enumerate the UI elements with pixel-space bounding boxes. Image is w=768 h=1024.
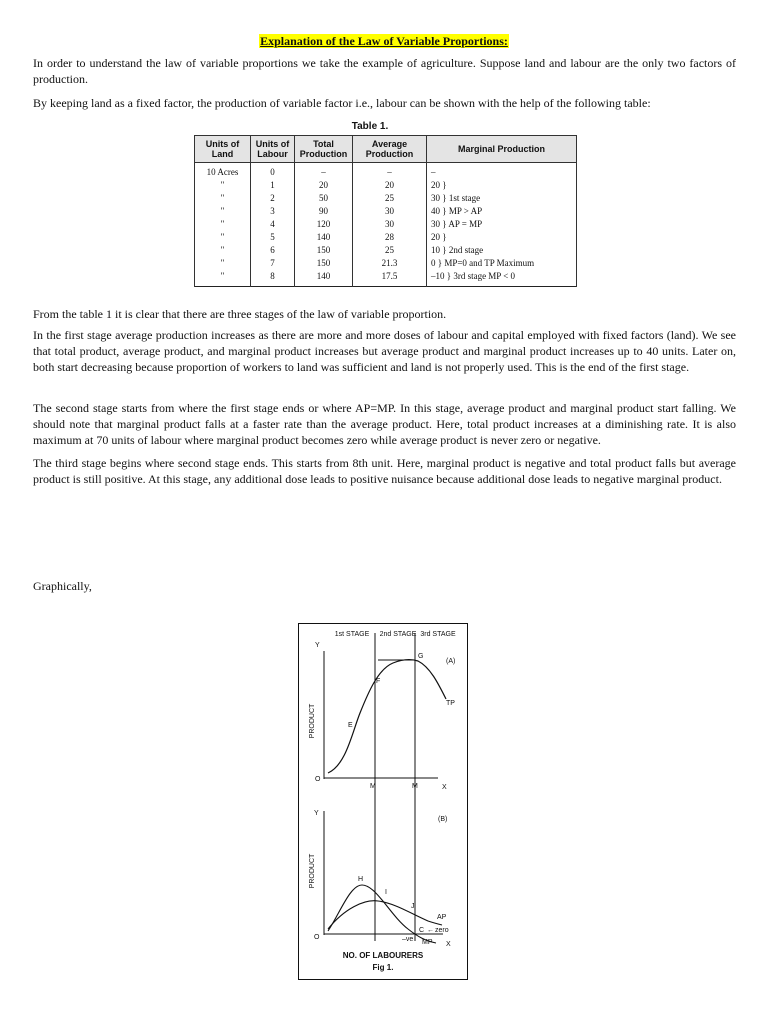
table-cell: " bbox=[195, 179, 251, 192]
zero-arrow-icon: ← bbox=[427, 927, 434, 934]
point-c-label: C bbox=[419, 927, 425, 934]
table-row bbox=[195, 163, 577, 180]
ap-label: AP bbox=[437, 914, 447, 921]
table-cell: – bbox=[427, 163, 577, 180]
table-cell: 20 bbox=[295, 179, 353, 192]
col-header-labour: Units of Labour bbox=[251, 136, 295, 163]
table-intro-paragraph: By keeping land as a fixed factor, the production of variable factor i.e., labour can be shown with the help of the following table: bbox=[33, 96, 651, 110]
table-cell: " bbox=[195, 231, 251, 244]
neg-label: –ve bbox=[402, 936, 414, 943]
table-cell: 140 bbox=[295, 231, 353, 244]
table-cell: 2 bbox=[251, 192, 295, 205]
table-row bbox=[195, 231, 577, 244]
panel-b-y-label: PRODUCT bbox=[309, 853, 316, 889]
point-m2-label: M bbox=[412, 783, 418, 790]
table-cell: " bbox=[195, 244, 251, 257]
table-row bbox=[195, 244, 577, 257]
table-cell: 150 bbox=[295, 257, 353, 270]
intro-paragraph: In order to understand the law of variable proportions we take the example of agriculture. Suppose land and labour are the only two factors of production. bbox=[33, 56, 736, 86]
col-header-average: Average Production bbox=[353, 136, 427, 163]
graphically-label: Graphically, bbox=[33, 579, 92, 593]
stage2-paragraph: The second stage starts from where the first stage ends or where AP=MP. In this stage, average product and marginal product start falling. We should note that marginal product falls at a faster rate than the average product. Here, total product increases at a diminishing rate. It is also maximum at 70 units of labour where marginal product becomes zero while average product is never zero or negative. bbox=[33, 401, 736, 447]
table-row bbox=[195, 270, 577, 287]
stage-label-3: 3rd STAGE bbox=[420, 631, 456, 638]
point-g-label: G bbox=[418, 653, 424, 660]
table-cell: 25 bbox=[353, 244, 427, 257]
table-cell: –10 } 3rd stage MP < 0 bbox=[427, 270, 577, 287]
mp-label: MP bbox=[422, 939, 433, 946]
table-cell: 30 } AP = MP bbox=[427, 218, 577, 231]
point-m1-label: M bbox=[370, 783, 376, 790]
table-cell: 21.3 bbox=[353, 257, 427, 270]
point-f-label: F bbox=[376, 678, 381, 685]
panel-a-origin: O bbox=[315, 776, 321, 783]
table-cell: 1 bbox=[251, 179, 295, 192]
col-header-total: Total Production bbox=[295, 136, 353, 163]
table-cell: 30 bbox=[353, 218, 427, 231]
point-i-label: I bbox=[385, 889, 387, 896]
table-cell: 6 bbox=[251, 244, 295, 257]
table-cell: " bbox=[195, 218, 251, 231]
table-cell: 10 } 2nd stage bbox=[427, 244, 577, 257]
table-cell: " bbox=[195, 257, 251, 270]
panel-a-y-label: PRODUCT bbox=[309, 703, 316, 739]
point-j-label: J bbox=[411, 903, 415, 910]
table-row bbox=[195, 179, 577, 192]
panel-a-y-letter: Y bbox=[315, 642, 320, 649]
table-cell: 28 bbox=[353, 231, 427, 244]
table-body bbox=[195, 163, 577, 287]
table-cell: 90 bbox=[295, 205, 353, 218]
table-cell: 30 bbox=[353, 205, 427, 218]
figure-svg bbox=[298, 623, 468, 980]
table-row bbox=[195, 257, 577, 270]
tp-label: TP bbox=[446, 700, 455, 707]
table-cell: – bbox=[353, 163, 427, 180]
page-title bbox=[0, 34, 768, 49]
table-row bbox=[195, 218, 577, 231]
panel-b-y-letter: Y bbox=[314, 810, 319, 817]
col-header-marginal: Marginal Production bbox=[427, 136, 577, 163]
point-h-label: H bbox=[358, 876, 364, 883]
table-cell: – bbox=[295, 163, 353, 180]
table-row bbox=[195, 192, 577, 205]
point-e-label: E bbox=[348, 722, 353, 729]
after-table-paragraph: From the table 1 it is clear that there are three stages of the law of variable proportion. bbox=[33, 307, 447, 321]
table-cell: 20 bbox=[353, 179, 427, 192]
panel-a-x-letter: X bbox=[442, 784, 447, 791]
stage1-paragraph: In the first stage average production increases as there are more and more doses of labour and capital employed with fixed factors (land). We see that total product, average product, and marginal product increases but average product and marginal product increases up to 40 units. Later on, both start decreasing because proportion of workers to land was sufficient and land is not properly used. This is the end of the first stage. bbox=[33, 328, 736, 374]
panel-b-x-letter: X bbox=[446, 941, 451, 948]
production-table bbox=[194, 135, 577, 287]
table-1 bbox=[194, 121, 576, 287]
figure-1 bbox=[298, 623, 468, 980]
table-caption: Table 1. bbox=[351, 121, 389, 132]
figure-caption: Fig 1. bbox=[372, 963, 394, 972]
table-cell: 10 Acres bbox=[195, 163, 251, 180]
table-cell: 5 bbox=[251, 231, 295, 244]
table-cell: 7 bbox=[251, 257, 295, 270]
table-cell: 3 bbox=[251, 205, 295, 218]
table-cell: 20 } bbox=[427, 231, 577, 244]
table-cell: " bbox=[195, 205, 251, 218]
table-cell: 40 } MP > AP bbox=[427, 205, 577, 218]
table-cell: 20 } bbox=[427, 179, 577, 192]
panel-a-label: (A) bbox=[446, 658, 456, 665]
table-cell: 17.5 bbox=[353, 270, 427, 287]
table-cell: 30 } 1st stage bbox=[427, 192, 577, 205]
table-cell: 140 bbox=[295, 270, 353, 287]
col-header-land: Units of Land bbox=[195, 136, 251, 163]
table-cell: " bbox=[195, 192, 251, 205]
table-cell: 50 bbox=[295, 192, 353, 205]
table-cell: 25 bbox=[353, 192, 427, 205]
stage-label-2: 2nd STAGE bbox=[379, 631, 417, 638]
zero-label: zero bbox=[435, 927, 449, 934]
table-cell: " bbox=[195, 270, 251, 287]
table-cell: 150 bbox=[295, 244, 353, 257]
table-cell: 8 bbox=[251, 270, 295, 287]
x-axis-caption: NO. OF LABOURERS bbox=[342, 951, 424, 960]
table-cell: 0 } MP=0 and TP Maximum bbox=[427, 257, 577, 270]
table-row bbox=[195, 205, 577, 218]
table-header-row bbox=[195, 136, 577, 163]
page-title-text: Explanation of the Law of Variable Proportions: bbox=[260, 34, 508, 48]
table-cell: 0 bbox=[251, 163, 295, 180]
stage3-paragraph: The third stage begins where second stage ends. This starts from 8th unit. Here, marginal product is negative and total product falls but average product is still positive. At this stage, any additional dose leads to positive nuisance because additional dose leads to negative marginal product. bbox=[33, 456, 736, 486]
stage-label-1: 1st STAGE bbox=[334, 631, 370, 638]
table-cell: 4 bbox=[251, 218, 295, 231]
panel-b-origin: O bbox=[314, 934, 320, 941]
panel-b-label: (B) bbox=[438, 816, 448, 823]
table-cell: 120 bbox=[295, 218, 353, 231]
